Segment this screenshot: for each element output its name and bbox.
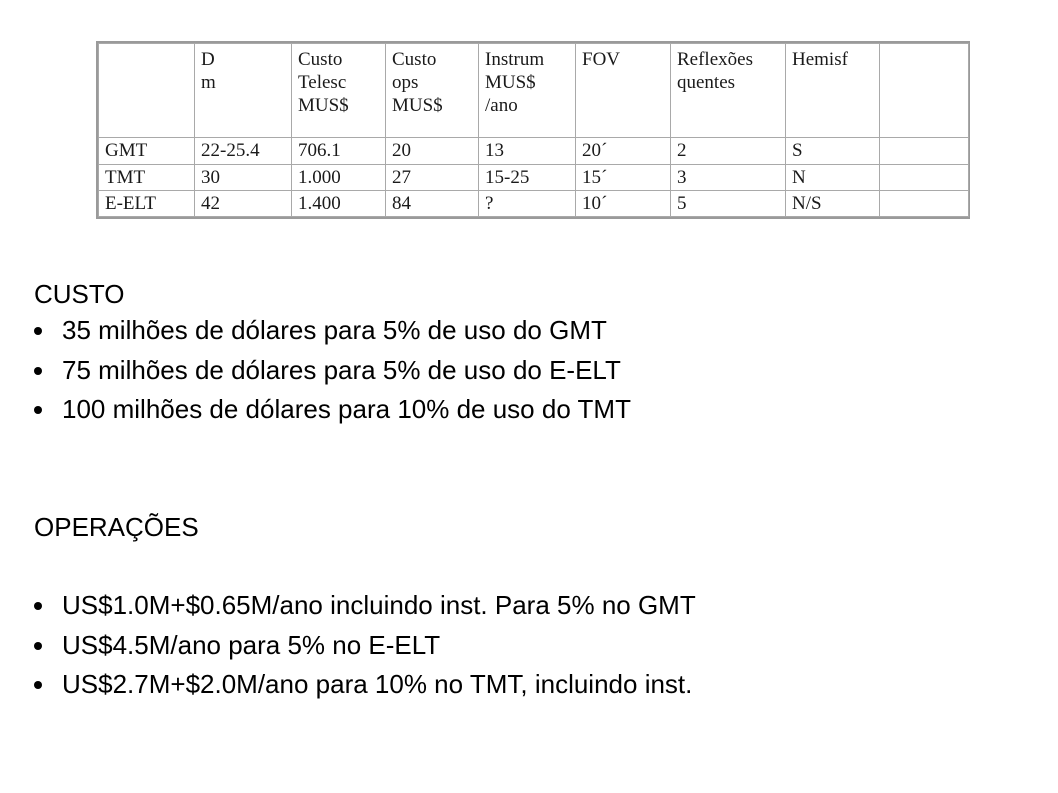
table-cell: ?	[479, 190, 576, 216]
table-header-cell: Custo Telesc MUS$	[292, 44, 386, 138]
custo-heading: CUSTO	[34, 279, 125, 309]
table-header-cell	[99, 44, 195, 138]
bullet-icon	[34, 327, 42, 335]
comparison-table-grid	[98, 43, 969, 217]
table-cell: 22-25.4	[195, 138, 292, 164]
table-header-cell: Custo ops MUS$	[386, 44, 479, 138]
table-cell: E-ELT	[99, 190, 195, 216]
list-item-text: US$2.7M+$2.0M/ano para 10% no TMT, incluindo inst.	[62, 669, 693, 699]
table-cell: 13	[479, 138, 576, 164]
list-item	[34, 312, 631, 352]
custo-list	[34, 312, 631, 431]
table-cell: TMT	[99, 164, 195, 190]
comparison-table	[96, 41, 970, 219]
operacoes-heading: OPERAÇÕES	[34, 512, 199, 542]
table-cell	[880, 164, 969, 190]
table-cell: 5	[671, 190, 786, 216]
table-cell: 20´	[576, 138, 671, 164]
list-item	[34, 587, 696, 627]
table-row	[99, 190, 969, 216]
table-header-cell: D m	[195, 44, 292, 138]
table-cell: 84	[386, 190, 479, 216]
table-cell: GMT	[99, 138, 195, 164]
table-cell	[880, 190, 969, 216]
table-cell: 42	[195, 190, 292, 216]
table-cell: 3	[671, 164, 786, 190]
table-cell: S	[786, 138, 880, 164]
table-header-cell: Reflexões quentes	[671, 44, 786, 138]
table-cell: 27	[386, 164, 479, 190]
bullet-icon	[34, 642, 42, 650]
bullet-icon	[34, 602, 42, 610]
table-cell: 1.400	[292, 190, 386, 216]
bullet-icon	[34, 681, 42, 689]
table-cell: 30	[195, 164, 292, 190]
operacoes-list	[34, 587, 696, 706]
table-cell: 2	[671, 138, 786, 164]
list-item	[34, 666, 696, 706]
list-item-text: 35 milhões de dólares para 5% de uso do GMT	[62, 315, 607, 345]
table-header-cell: Hemisf	[786, 44, 880, 138]
list-item	[34, 352, 631, 392]
table-cell: 706.1	[292, 138, 386, 164]
table-header-row	[99, 44, 969, 138]
table-cell	[880, 138, 969, 164]
table-cell: N/S	[786, 190, 880, 216]
table-cell: 15´	[576, 164, 671, 190]
list-item	[34, 391, 631, 431]
bullet-icon	[34, 367, 42, 375]
table-header-cell	[880, 44, 969, 138]
list-item	[34, 627, 696, 667]
bullet-icon	[34, 406, 42, 414]
list-item-text: US$1.0M+$0.65M/ano incluindo inst. Para 5% no GMT	[62, 590, 696, 620]
table-row	[99, 138, 969, 164]
table-cell: 1.000	[292, 164, 386, 190]
list-item-text: US$4.5M/ano para 5% no E-ELT	[62, 629, 441, 660]
table-cell: 20	[386, 138, 479, 164]
table-header-cell: FOV	[576, 44, 671, 138]
table-cell: N	[786, 164, 880, 190]
table-row	[99, 164, 969, 190]
table-cell: 10´	[576, 190, 671, 216]
list-item-text: 75 milhões de dólares para 5% de uso do E-ELT	[62, 354, 621, 385]
table-cell: 15-25	[479, 164, 576, 190]
table-header-cell: Instrum MUS$ /ano	[479, 44, 576, 138]
list-item-text: 100 milhões de dólares para 10% de uso do TMT	[62, 394, 631, 424]
